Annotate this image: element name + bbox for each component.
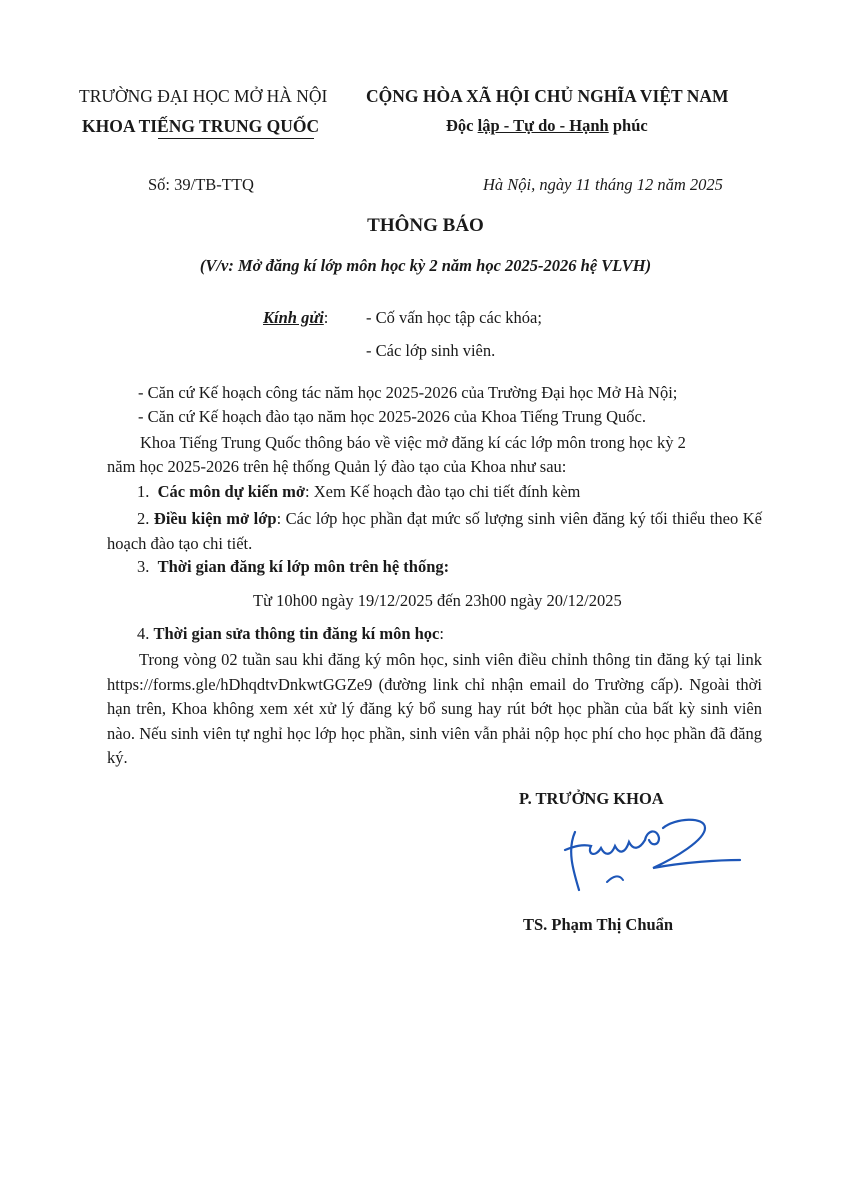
item-number: 1. [137, 482, 150, 501]
edit-info-paragraph: Trong vòng 02 tuần sau khi đăng ký môn học, sinh viên điều chỉnh thông tin đăng ký tại link https://forms.gle/hDhqdtvDnkwtGGZe9 (đường link chỉ nhận email do Trường cấp). Ngoài thời hạn trên, Khoa không xem xét xử lý đăng ký bổ sung hay rút bớt học phần của bất kỳ sinh viên nào. Nếu sinh viên tự nghỉ học lớp học phần, sinh viên vẫn phải nộp học phí cho học phần đã đăng ký. [107, 650, 762, 767]
item-number: 2. [137, 509, 150, 528]
document-number: Số: 39/TB-TTQ [148, 175, 254, 194]
item-3 [137, 557, 449, 577]
place-date: Hà Nội, ngày 11 tháng 12 năm 2025 [483, 175, 723, 194]
item-colon: : [439, 624, 444, 643]
item-1 [137, 482, 580, 502]
university-name: TRƯỜNG ĐẠI HỌC MỞ HÀ NỘI [79, 86, 328, 106]
signature-stroke [565, 831, 659, 890]
item-heading: Thời gian đăng kí lớp môn trên hệ thống: [157, 557, 450, 576]
faculty-name: KHOA TIẾNG TRUNG QUỐC [82, 116, 320, 136]
notice-title: THÔNG BÁO [367, 215, 484, 236]
signature-stroke [607, 876, 623, 882]
item-number: 3. [137, 557, 150, 576]
recipients-label [263, 308, 328, 328]
item-2 [107, 507, 762, 556]
motto-part-1: Độc [446, 116, 478, 135]
signer-name: TS. Phạm Thị Chuẩn [523, 915, 674, 934]
motto-part-3: phúc [608, 116, 648, 135]
item-number: 4. [137, 624, 150, 643]
item-heading: Các môn dự kiến mở [157, 482, 306, 501]
recipients-label-text: Kính gửi [263, 308, 324, 327]
item-heading: Thời gian sửa thông tin đăng kí môn học [153, 624, 440, 643]
motto [446, 116, 648, 136]
motto-part-2: lập - Tự do - Hạnh [477, 116, 609, 135]
basis-line: - Căn cứ Kế hoạch công tác năm học 2025-2026 của Trường Đại học Mở Hà Nội; [138, 383, 678, 402]
intro-line: Khoa Tiếng Trung Quốc thông báo về việc mở đăng kí các lớp môn trong học kỳ 2 [140, 433, 686, 452]
item-4 [137, 624, 444, 644]
item-heading: Điều kiện mở lớp [153, 509, 277, 528]
recipients-colon: : [323, 308, 329, 327]
intro-line: năm học 2025-2026 trên hệ thống Quản lý đào tạo của Khoa như sau: [107, 457, 567, 476]
faculty-underline [158, 138, 314, 139]
republic-title [366, 86, 729, 107]
notice-subject: (V/v: Mở đăng kí lớp môn học kỳ 2 năm học 2025-2026 hệ VLVH) [199, 256, 652, 275]
recipient-item: - Các lớp sinh viên. [366, 341, 496, 360]
item-text: : Các lớp học phần đạt mức số lượng sinh viên đăng ký tối thiểu theo Kế hoạch đào tạo chi tiết. [107, 509, 763, 553]
recipient-item: - Cố vấn học tập các khóa; [366, 308, 542, 327]
signature-stroke [653, 820, 740, 868]
item-text: : Xem Kế hoạch đào tạo chi tiết đính kèm [305, 482, 581, 501]
signer-title: P. TRƯỞNG KHOA [519, 789, 664, 808]
basis-line: - Căn cứ Kế hoạch đào tạo năm học 2025-2026 của Khoa Tiếng Trung Quốc. [138, 407, 646, 426]
republic-title-text: CỘNG HÒA XÃ HỘI CHỦ NGHĨA VIỆT NAM [366, 86, 729, 106]
registration-time: Từ 10h00 ngày 19/12/2025 đến 23h00 ngày 20/12/2025 [253, 591, 622, 610]
signature-scribble [535, 810, 755, 905]
